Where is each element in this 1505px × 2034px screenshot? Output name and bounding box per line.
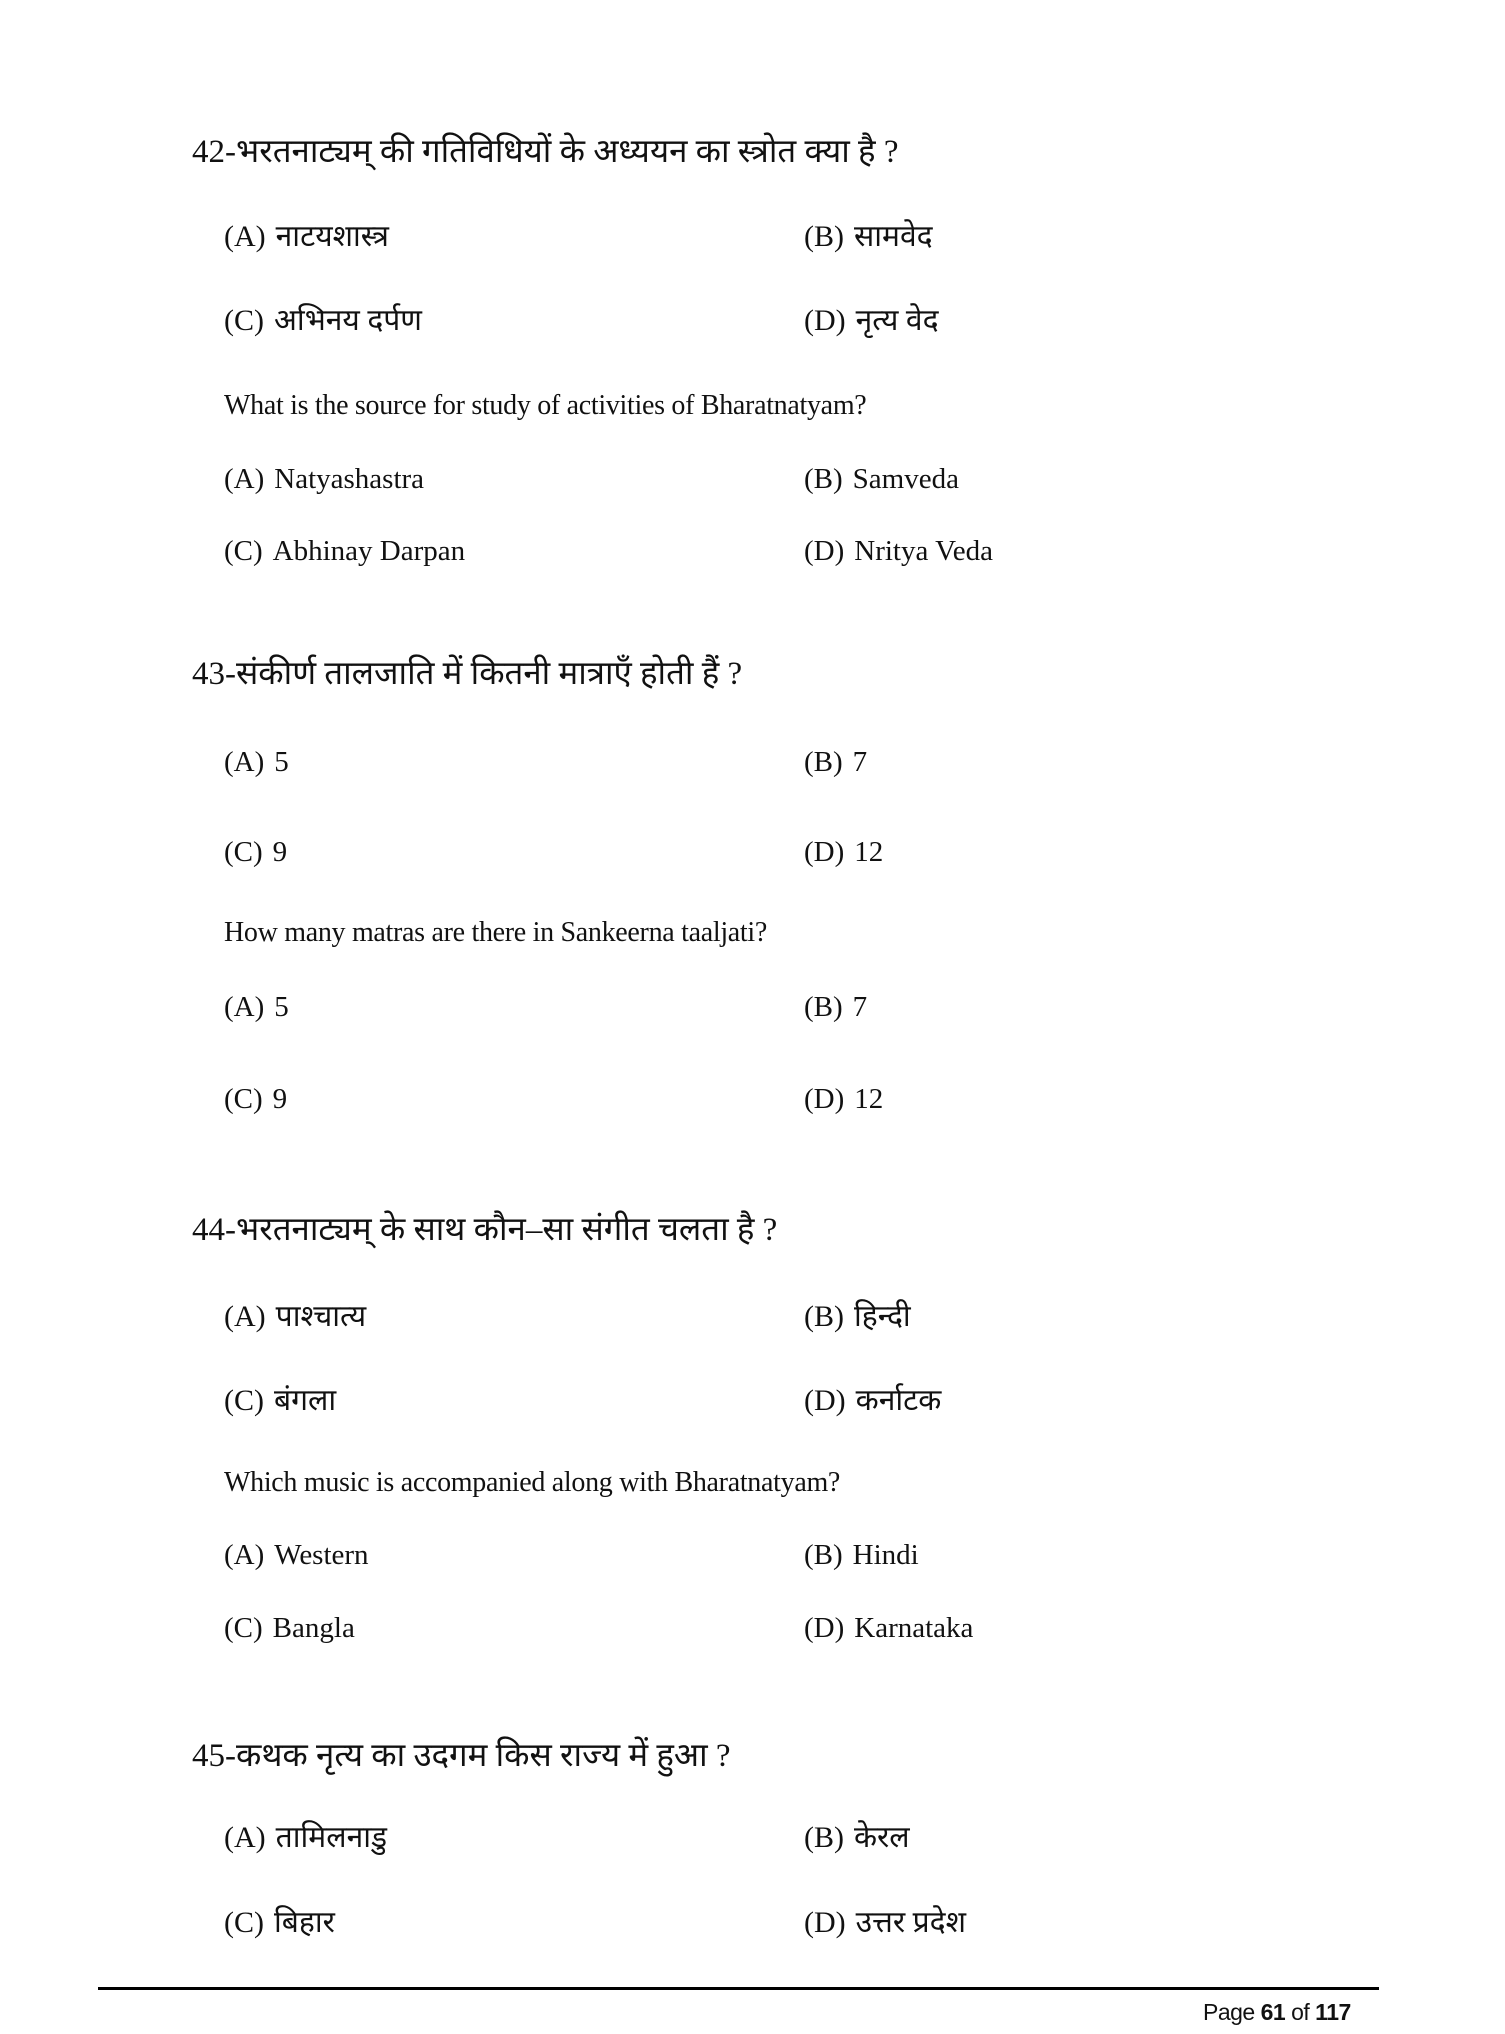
q45-hindi-option-b — [804, 1823, 910, 1853]
option-text: Nritya Veda — [854, 535, 994, 567]
q43-hindi-option-b — [804, 748, 867, 777]
question-43-hindi — [192, 658, 742, 691]
option-label: (D) — [804, 1906, 846, 1939]
q43-english-option-c — [224, 1085, 287, 1114]
option-label: (A) — [224, 746, 265, 778]
option-label: (C) — [224, 1384, 264, 1417]
question-number: 43- — [192, 656, 236, 692]
option-label: (B) — [804, 1539, 843, 1571]
option-label: (C) — [224, 1083, 263, 1115]
option-text: 9 — [272, 1083, 288, 1115]
q44-hindi-option-c — [224, 1386, 336, 1416]
option-label: (A) — [224, 1821, 266, 1854]
question-number: 45- — [192, 1738, 236, 1774]
question-43-english: How many matras are there in Sankeerna taaljati? — [224, 917, 768, 948]
option-text: बिहार — [274, 1906, 335, 1939]
question-44-english: Which music is accompanied along with Bharatnatyam? — [224, 1467, 841, 1498]
option-label: (B) — [804, 991, 843, 1023]
q45-hindi-option-c — [224, 1908, 335, 1938]
q44-hindi-option-a — [224, 1302, 366, 1332]
option-text: Bangla — [272, 1612, 355, 1644]
q45-hindi-option-a — [224, 1823, 387, 1853]
option-label: (D) — [804, 836, 845, 868]
q44-hindi-option-d — [804, 1386, 941, 1416]
q42-english-option-d — [804, 537, 993, 566]
q43-english-option-a — [224, 993, 289, 1022]
option-text: पाश्चात्य — [275, 1300, 367, 1333]
page-footer — [1203, 1999, 1351, 2026]
option-text: नृत्य वेद — [855, 304, 939, 337]
q42-english-option-b — [804, 465, 959, 494]
q44-english-option-b — [804, 1541, 919, 1570]
option-text: उत्तर प्रदेश — [855, 1906, 966, 1939]
option-label: (D) — [804, 1083, 845, 1115]
q42-english-option-c — [224, 537, 465, 566]
q44-english-option-c — [224, 1614, 355, 1643]
q42-hindi-option-c — [224, 306, 422, 336]
option-text: 5 — [274, 746, 289, 778]
option-text: Abhinay Darpan — [272, 535, 466, 567]
q43-english-option-b — [804, 993, 867, 1022]
question-45-hindi — [192, 1740, 731, 1773]
q45-hindi-option-d — [804, 1908, 966, 1938]
option-text: नाटयशास्त्र — [275, 220, 389, 253]
q44-english-option-a — [224, 1541, 369, 1570]
option-label: (C) — [224, 535, 263, 567]
option-label: (B) — [804, 1821, 844, 1854]
question-42-english: What is the source for study of activities of Bharatnatyam? — [224, 390, 867, 421]
option-label: (C) — [224, 1612, 263, 1644]
q44-hindi-option-b — [804, 1302, 911, 1332]
option-text: सामवेद — [854, 220, 933, 253]
option-label: (A) — [224, 463, 265, 495]
q44-english-option-d — [804, 1614, 973, 1643]
option-label: (C) — [224, 1906, 264, 1939]
option-label: (A) — [224, 220, 266, 253]
question-number: 42- — [192, 134, 236, 170]
option-label: (B) — [804, 1300, 844, 1333]
q43-english-option-d — [804, 1085, 883, 1114]
footer-divider — [98, 1987, 1379, 1990]
option-text: हिन्दी — [854, 1300, 911, 1333]
option-text: 7 — [852, 991, 868, 1023]
option-text: बंगला — [274, 1384, 337, 1417]
option-label: (A) — [224, 991, 265, 1023]
option-text: 7 — [852, 746, 868, 778]
option-label: (C) — [224, 304, 264, 337]
option-label: (D) — [804, 535, 845, 567]
q42-hindi-option-a — [224, 222, 389, 252]
question-text: भरतनाट्यम् के साथ कौन–सा संगीत चलता है ? — [236, 1212, 778, 1248]
option-text: Western — [274, 1539, 369, 1571]
option-text: 12 — [854, 1083, 884, 1115]
option-label: (B) — [804, 220, 844, 253]
question-42-hindi — [192, 136, 898, 169]
q42-hindi-option-d — [804, 306, 939, 336]
page-word: Page — [1203, 1999, 1255, 2025]
option-label: (D) — [804, 1384, 846, 1417]
option-text: कर्नाटक — [855, 1384, 942, 1417]
option-label: (B) — [804, 746, 843, 778]
option-text: अभिनय दर्पण — [274, 304, 422, 337]
q42-english-option-a — [224, 465, 424, 494]
option-label: (B) — [804, 463, 843, 495]
current-page-number: 61 — [1260, 1999, 1286, 2025]
question-text: संकीर्ण तालजाति में कितनी मात्राएँ होती हैं ? — [236, 656, 743, 692]
of-word: of — [1291, 1999, 1310, 2025]
option-text: 5 — [274, 991, 289, 1023]
q42-hindi-option-b — [804, 222, 933, 252]
option-label: (D) — [804, 1612, 845, 1644]
option-text: 9 — [272, 836, 288, 868]
option-text: Hindi — [852, 1539, 919, 1571]
option-label: (D) — [804, 304, 846, 337]
question-44-hindi — [192, 1214, 777, 1247]
option-label: (C) — [224, 836, 263, 868]
option-text: 12 — [854, 836, 884, 868]
question-number: 44- — [192, 1212, 236, 1248]
option-text: Samveda — [852, 463, 959, 495]
option-text: केरल — [854, 1821, 910, 1854]
q43-hindi-option-d — [804, 838, 883, 867]
option-text: तामिलनाडु — [275, 1821, 388, 1854]
q43-hindi-option-c — [224, 838, 287, 867]
question-text: कथक नृत्य का उदगम किस राज्य में हुआ ? — [236, 1738, 731, 1774]
option-label: (A) — [224, 1539, 265, 1571]
q43-hindi-option-a — [224, 748, 289, 777]
question-text: भरतनाट्यम् की गतिविधियों के अध्ययन का स्त्रोत क्या है ? — [236, 134, 899, 170]
option-text: Natyashastra — [274, 463, 425, 495]
option-label: (A) — [224, 1300, 266, 1333]
option-text: Karnataka — [854, 1612, 974, 1644]
total-pages: 117 — [1315, 1999, 1351, 2025]
